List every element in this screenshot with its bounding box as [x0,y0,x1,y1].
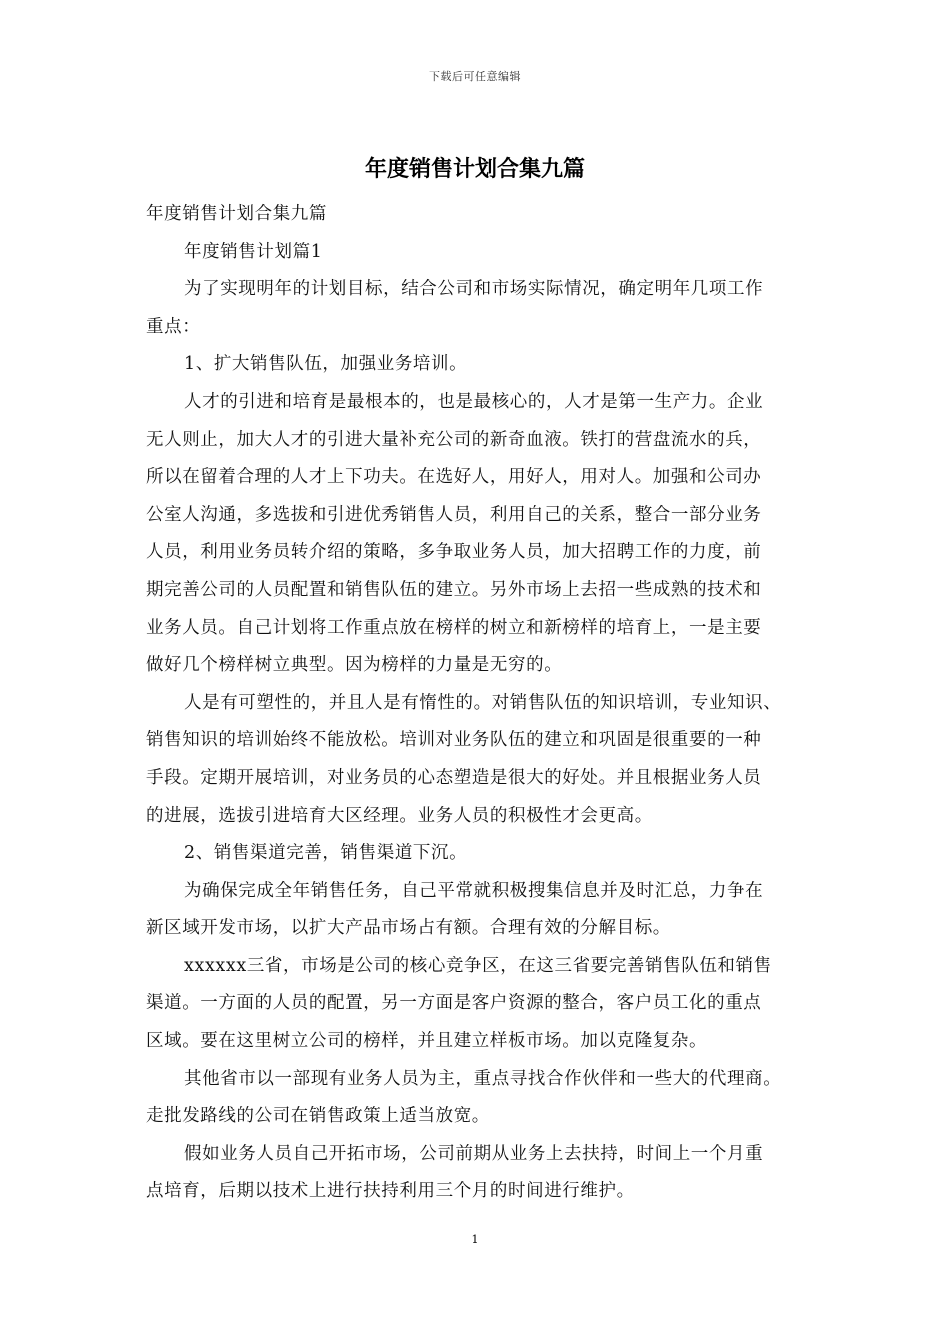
text-line: 的进展，选拔引进培育大区经理。业务人员的积极性才会更高。 [146,805,653,826]
text-line: 渠道。一方面的人员的配置，另一方面是客户资源的整合，客户员工化的重点 [146,993,762,1014]
text-line: 无人则止，加大人才的引进大量补充公司的新奇血液。铁打的营盘流水的兵， [146,429,762,450]
text-line: 销售知识的培训始终不能放松。培训对业务队伍的建立和巩固是很重要的一种 [146,730,762,751]
text-line: 年度销售计划合集九篇 [146,204,327,224]
text-line: 点培育，后期以技术上进行扶持利用三个月的时间进行维护。 [146,1181,635,1202]
text-line: 所以在留着合理的人才上下功夫。在选好人，用好人，用对人。加强和公司办 [146,467,762,488]
text-line: 手段。定期开展培训，对业务员的心态塑造是很大的好处。并且根据业务人员 [146,767,762,788]
text-line: 人员，利用业务员转介绍的策略，多争取业务人员，加大招聘工作的力度，前 [146,542,762,563]
text-line: 业务人员。自己计划将工作重点放在榜样的树立和新榜样的培育上，一是主要 [146,617,762,638]
document-title: 年度销售计划合集九篇 [364,156,585,182]
text-line: 重点： [146,316,201,337]
text-line: 假如业务人员自己开拓市场，公司前期从业务上去扶持，时间上一个月重 [184,1143,764,1164]
text-line: 公室人沟通，多选拔和引进优秀销售人员，利用自己的关系，整合一部分业务 [146,504,762,525]
text-line: 1、扩大销售队伍，加强业务培训。 [184,354,468,375]
text-line: 为确保完成全年销售任务，自己平常就积极搜集信息并及时汇总，力争在 [184,880,764,901]
text-line: 2、销售渠道完善，销售渠道下沉。 [184,843,468,864]
text-line: 其他省市以一部现有业务人员为主，重点寻找合作伙伴和一些大的代理商。 [184,1068,782,1089]
text-line: 为了实现明年的计划目标，结合公司和市场实际情况，确定明年几项工作 [184,279,764,300]
header-note: 下载后可任意编辑 [429,70,521,83]
text-line: 年度销售计划篇1 [184,241,323,262]
text-line: 人是有可塑性的，并且人是有惰性的。对销售队伍的知识培训，专业知识、 [184,692,782,713]
text-line: 走批发路线的公司在销售政策上适当放宽。 [146,1106,490,1127]
page-number: 1 [471,1233,479,1246]
text-line: 期完善公司的人员配置和销售队伍的建立。另外市场上去招一些成熟的技术和 [146,579,762,600]
document-body [146,196,811,1211]
text-line: 新区域开发市场，以扩大产品市场占有额。合理有效的分解目标。 [146,918,671,939]
text-line: 区域。要在这里树立公司的榜样，并且建立样板市场。加以克隆复杂。 [146,1031,708,1052]
text-line: xxxxxx三省，市场是公司的核心竞争区，在这三省要完善销售队伍和销售 [184,955,772,976]
text-line: 人才的引进和培育是最根本的，也是最核心的，人才是第一生产力。企业 [184,391,764,412]
text-line: 做好几个榜样树立典型。因为榜样的力量是无穷的。 [146,655,563,676]
